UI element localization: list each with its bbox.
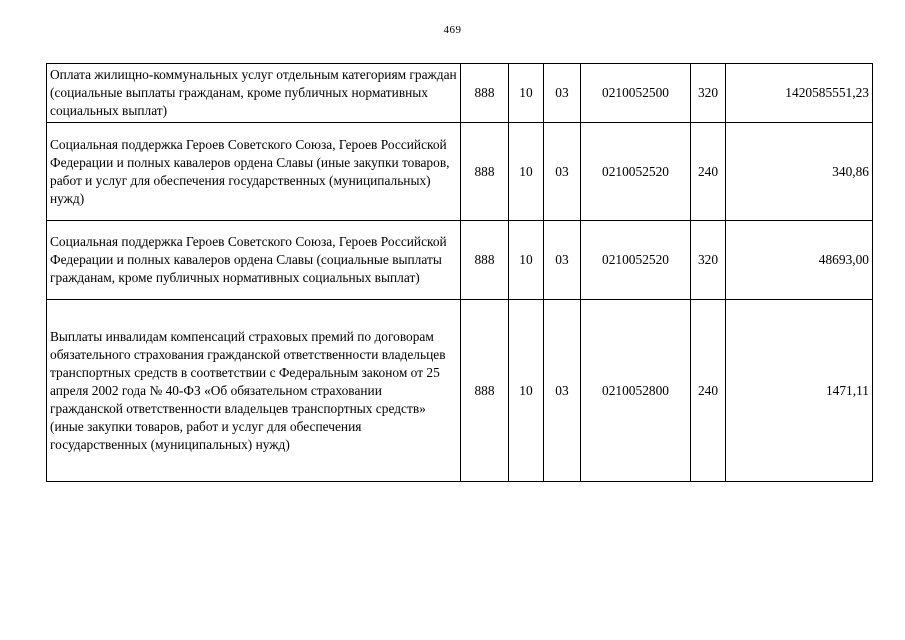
section-code: 10	[509, 221, 544, 300]
subsection-code: 03	[544, 123, 581, 221]
target-article-code: 0210052500	[581, 64, 691, 123]
amount-value: 340,86	[726, 123, 873, 221]
expense-type-code: 240	[691, 300, 726, 482]
amount-value: 1471,11	[726, 300, 873, 482]
ministry-code: 888	[461, 123, 509, 221]
table-row	[47, 221, 873, 300]
row-description: Социальная поддержка Героев Советского Союза, Героев Российской Федерации и полных кавалеров ордена Славы (иные закупки товаров, работ и услуг для обеспечения государственных (муниципальных) нужд)	[47, 123, 461, 221]
subsection-code: 03	[544, 300, 581, 482]
ministry-code: 888	[461, 300, 509, 482]
ministry-code: 888	[461, 64, 509, 123]
row-description: Выплаты инвалидам компенсаций страховых премий по договорам обязательного страхования гражданской ответственности владельцев транспортных средств в соответствии с Федеральным законом от 25 апреля 2002 года № 40-ФЗ «Об обязательном страховании гражданской ответственности владельцев транспортных средств» (иные закупки товаров, работ и услуг для обеспечения государственных (муниципальных) нужд)	[47, 300, 461, 482]
page-number: 469	[443, 24, 462, 36]
subsection-code: 03	[544, 221, 581, 300]
ministry-code: 888	[461, 221, 509, 300]
target-article-code: 0210052800	[581, 300, 691, 482]
amount-value: 1420585551,23	[726, 64, 873, 123]
row-description: Социальная поддержка Героев Советского Союза, Героев Российской Федерации и полных кавалеров ордена Славы (социальные выплаты гражданам, кроме публичных нормативных социальных выплат)	[47, 221, 461, 300]
budget-table	[46, 63, 873, 482]
table-row	[47, 64, 873, 123]
table-row	[47, 300, 873, 482]
section-code: 10	[509, 300, 544, 482]
target-article-code: 0210052520	[581, 123, 691, 221]
expense-type-code: 240	[691, 123, 726, 221]
target-article-code: 0210052520	[581, 221, 691, 300]
section-code: 10	[509, 64, 544, 123]
amount-value: 48693,00	[726, 221, 873, 300]
expense-type-code: 320	[691, 221, 726, 300]
row-description: Оплата жилищно-коммунальных услуг отдельным категориям граждан (социальные выплаты гражданам, кроме публичных нормативных социальных выплат)	[47, 64, 461, 123]
subsection-code: 03	[544, 64, 581, 123]
table-row	[47, 123, 873, 221]
section-code: 10	[509, 123, 544, 221]
expense-type-code: 320	[691, 64, 726, 123]
